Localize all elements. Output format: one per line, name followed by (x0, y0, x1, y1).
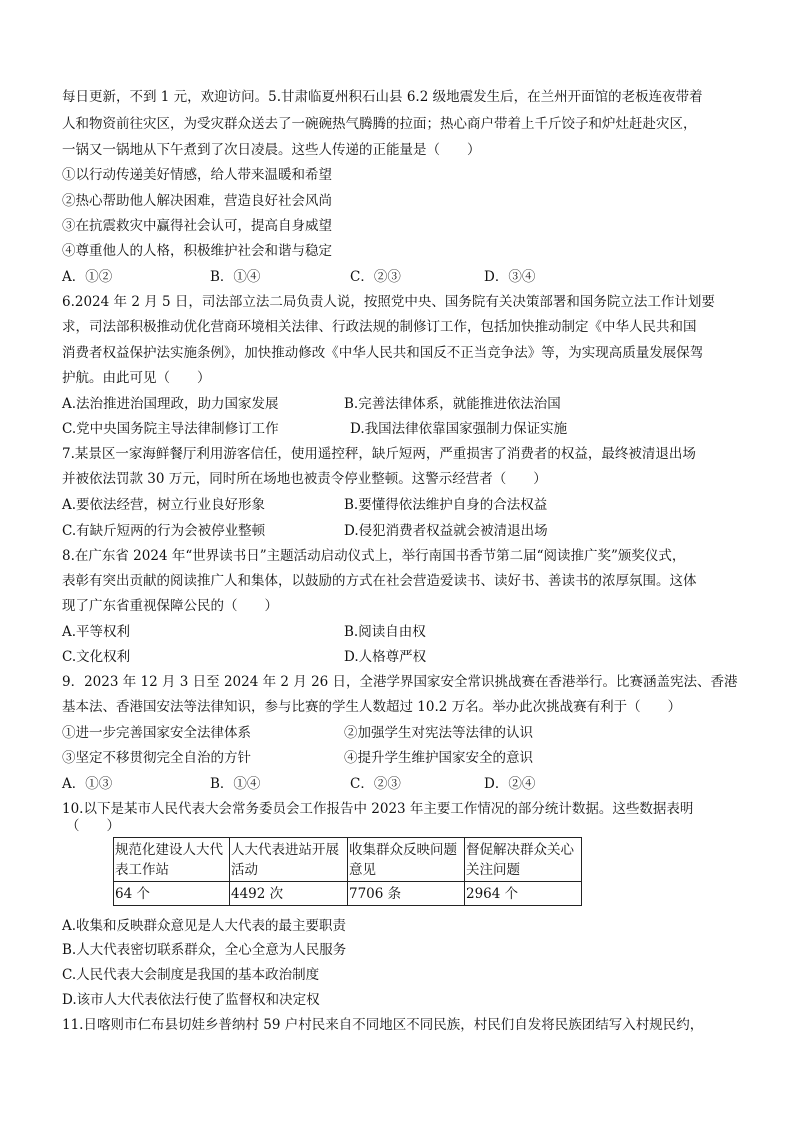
table-header-cell: 督促解决群众关心 关注问题 (465, 838, 582, 882)
option-c: C.文化权利 (62, 649, 131, 665)
table-header-cell: 收集群众反映问题 意见 (348, 838, 465, 882)
table-cell: 7706 条 (348, 882, 465, 906)
text-line: （ ） (66, 818, 120, 834)
statement: ①进一步完善国家安全法律体系 (62, 725, 251, 741)
statement: ③在抗震救灾中赢得社会认可，提高自身威望 (62, 218, 332, 234)
text-line: 护航。由此可见（ ） (62, 370, 211, 386)
option-c: C．②③ (350, 269, 401, 285)
option-a: A.收集和反映群众意见是人大代表的最主要职责 (62, 918, 347, 934)
text-line: 10.以下是某市人民代表大会常务委员会工作报告中 2023 年主要工作情况的部分统计数据。这些数据表明 (62, 801, 694, 817)
option-a: A.平等权利 (62, 624, 131, 640)
option-d: D．③④ (484, 269, 536, 285)
text-line: 8.在广东省 2024 年“世界读书日”主题活动启动仪式上，举行南国书香节第二届“阅读推广奖”颁奖仪式， (62, 548, 686, 564)
table-cell: 4492 次 (230, 882, 348, 906)
option-a: A.法治推进治国理政，助力国家发展 (62, 396, 279, 412)
text-line: 7.某景区一家海鲜餐厅利用游客信任，使用遥控秤，缺斤短两，严重损害了消费者的权益，最终被清退出场 (62, 446, 696, 462)
statement: ③坚定不移贯彻完全自治的方针 (62, 750, 251, 766)
table-cell: 64 个 (114, 882, 230, 906)
option-d: D.我国法律依靠国家强制力保证实施 (350, 421, 568, 437)
option-d: D．②④ (484, 776, 536, 792)
text-line: 每日更新，不到 1 元，欢迎访问。5.甘肃临夏州积石山县 6.2 级地震发生后，在兰州开面馆的老板连夜带着 (62, 89, 703, 105)
table-cell: 2964 个 (465, 882, 582, 906)
statement: ①以行动传递美好情感，给人带来温暖和希望 (62, 167, 332, 183)
text-line: 一锅又一锅地从下午煮到了次日凌晨。这些人传递的正能量是（ ） (62, 142, 481, 158)
option-a: A．①③ (62, 776, 113, 792)
option-c: C．②③ (350, 776, 401, 792)
option-a: A．①② (62, 269, 113, 285)
option-b: B．①④ (210, 269, 261, 285)
option-b: B．①④ (210, 776, 261, 792)
option-c: C.有缺斤短两的行为会被停业整顿 (62, 523, 266, 539)
text-line: 并被依法罚款 30 万元，同时所在场地也被责令停业整顿。这警示经营者（ ） (62, 471, 547, 487)
statement: ④尊重他人的人格，积极维护社会和谐与稳定 (62, 243, 332, 259)
option-a: A.要依法经营，树立行业良好形象 (62, 497, 266, 513)
text-line: 11.日喀则市仁布县切娃乡普纳村 59 户村民来自不同地区不同民族，村民们自发将民族团结写入村规民约， (62, 1017, 704, 1033)
text-line: 消费者权益保护法实施条例》，加快推动修改《中华人民共和国反不正当竞争法》等，为实现高质量发展保驾 (62, 345, 704, 361)
text-line: 现了广东省重视保障公民的（ ） (62, 598, 278, 614)
table-header-cell: 规范化建设人大代 表工作站 (114, 838, 230, 882)
text-line: 人和物资前往灾区，为受灾群众送去了一碗碗热气腾腾的拉面；热心商户带着上千斤饺子和炉灶赶赴灾区， (62, 116, 697, 132)
statement: ②热心帮助他人解决困难，营造良好社会风尚 (62, 193, 332, 209)
text-line: 6.2024 年 2 月 5 日，司法部立法二局负责人说，按照党中央、国务院有关决策部署和国务院立法工作计划要 (62, 294, 715, 310)
table-row (114, 882, 582, 906)
table-header-cell: 人大代表进站开展 活动 (230, 838, 348, 882)
option-d: D.人格尊严权 (344, 649, 427, 665)
text-line: 基本法、香港国安法等法律知识，参与比赛的学生人数超过 10.2 万名。举办此次挑战赛有利于（ ） (62, 699, 682, 715)
option-d: D.侵犯消费者权益就会被清退出场 (344, 523, 548, 539)
statement: ④提升学生维护国家安全的意识 (344, 750, 533, 766)
statistics-table (113, 837, 582, 906)
text-line: 表彰有突出贡献的阅读推广人和集体，以鼓励的方式在社会营造爱读书、读好书、善读书的浓厚氛围。这体 (62, 573, 697, 589)
option-b: B.要懂得依法维护自身的合法权益 (344, 497, 548, 513)
option-b: B.完善法律体系，就能推进依法治国 (344, 396, 561, 412)
text-line: 求，司法部积极推动优化营商环境相关法律、行政法规的制修订工作，包括加快推动制定《中华人民共和国 (62, 319, 697, 335)
option-d: D.该市人大代表依法行使了监督权和决定权 (62, 992, 320, 1008)
statement: ②加强学生对宪法等法律的认识 (344, 725, 533, 741)
option-b: B.阅读自由权 (344, 624, 426, 640)
option-c: C.人民代表大会制度是我国的基本政治制度 (62, 967, 320, 983)
table-header-row (114, 838, 582, 882)
option-c: C.党中央国务院主导法律制修订工作 (62, 421, 279, 437)
option-b: B.人大代表密切联系群众，全心全意为人民服务 (62, 942, 347, 958)
text-line: 9．2023 年 12 月 3 日至 2024 年 2 月 26 日，全港学界国家安全常识挑战赛在香港举行。比赛涵盖宪法、香港 (62, 674, 738, 690)
